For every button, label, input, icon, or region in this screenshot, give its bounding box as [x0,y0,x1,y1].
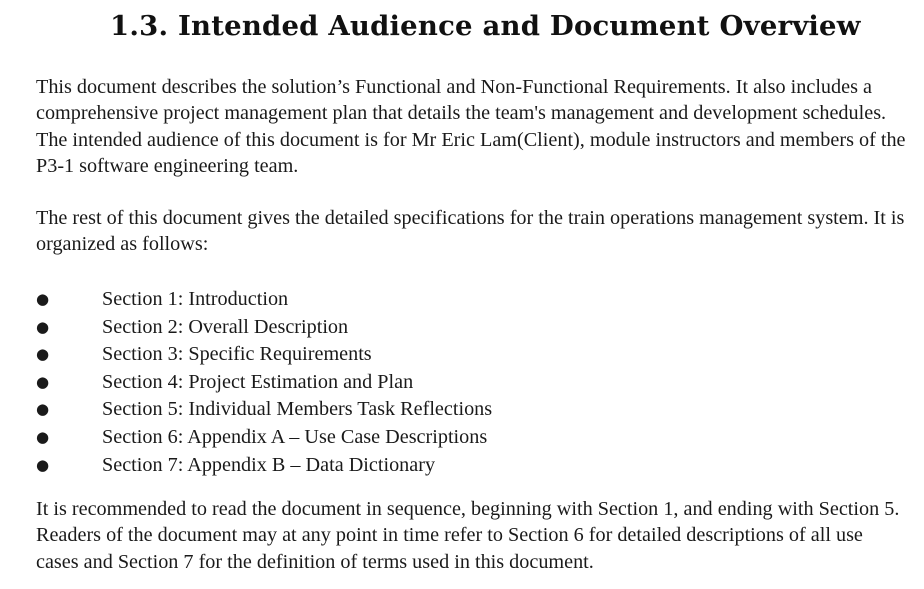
bullet-icon: ● [36,427,50,446]
list-item-label: Section 3: Specific Requirements [102,343,372,366]
organization-paragraph: The rest of this document gives the detailed specifications for the train operations management system. It is organized as follows: [36,207,905,256]
list-item-label: Section 6: Appendix A – Use Case Descriptions [102,425,488,448]
intro-paragraph: This document describes the solution’s Functional and Non-Functional Requirements. It also includes a comprehensive project management plan that details the team's management and development schedules. The intended audience of this document is for Mr Eric Lam(Client), module instructors and members of the P3-1 software engineering team. [36,76,906,178]
recommendation-paragraph: It is recommended to read the document in sequence, beginning with Section 1, and ending with Section 5. Readers of the document may at any point in time refer to Section 6 for detailed descriptions of all use cases and Section 7 for the definition of terms used in this document. [36,498,900,573]
list-item-label: Section 1: Introduction [102,288,289,310]
bullet-icon: ● [36,290,50,308]
list-item [36,314,492,342]
bullet-icon: ● [36,372,50,391]
list-item [36,452,492,480]
list-item [36,369,492,397]
bullet-icon: ● [36,317,50,336]
section-heading: 1.3. Intended Audience and Document Overview [110,10,861,42]
list-item-label: Section 7: Appendix B – Data Dictionary [102,453,436,476]
list-item [36,424,492,452]
list-item-label: Section 5: Individual Members Task Reflections [102,398,493,421]
bullet-icon: ● [36,345,50,364]
bullet-icon: ● [36,400,50,419]
list-item-label: Section 2: Overall Description [102,315,349,338]
list-item [36,341,492,369]
list-item [36,286,492,314]
list-item [36,396,492,424]
bullet-icon: ● [36,455,50,474]
sections-list [36,286,492,479]
list-item-label: Section 4: Project Estimation and Plan [102,370,414,393]
